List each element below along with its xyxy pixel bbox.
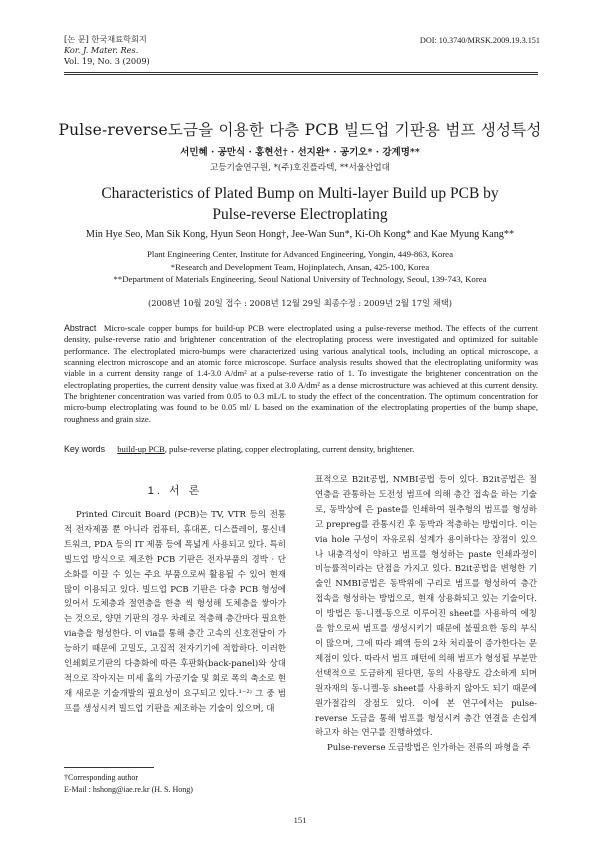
header-rule-bottom	[64, 74, 538, 75]
abstract-text: Micro-scale copper bumps for build-up PCB were electroplated using a pulse-reverse method. The effects of the current density, pulse-reverse ratio and brightener concentration of the electroplating process were investigated and optimized for suitable performance. The electroplated micro-bumps were characterized using various analytical tools, including an optical microscope, a scanning electron microscope and an atomic force microscope. Surface analysis results showed that the electroplating uniformity was viable in a current density range of 1.4-3.0 A/dm² at a pulse-reverse ratio of 1. To investigate the brightener concentration on the electroplating properties, the current density value was fixed at 3.0 A/dm² as a dense microstructure was achieved at this current density. The brightener concentration was varied from 0.05 to 0.3 mL/L to study the effect of the concentration. The optimum concentration for micro-bump electroplating was found to be 0.05 ml/ L based on the examination of the electroplating properties of the bump shape, roughness and grain size.	[64, 323, 538, 424]
title-english-line1: Characteristics of Plated Bump on Multi-layer Build up PCB by	[101, 185, 499, 202]
footnote-corresponding: †Corresponding author	[64, 773, 138, 782]
intro-paragraph-3: Pulse-reverse 도금방법은 인가하는 전류의 파형을 주	[327, 743, 531, 754]
intro-paragraph-1: Printed Circuit Board (PCB)는 TV, VTR 등의 전통적 전자제품 뿐 아니라 컴퓨터, 휴대폰, 디스플레이, 통신네트워크, PDA 등의 IT 제품 등에 폭넓게 사용되고 있다. 특히 빌드업 방식으로 제조한 PCB 기판은 전자부품의 경박 · 단소화를 이끌 수 있는 주요 부품으로써 활용될 수 있어 현재 많이 이용되고 있다. 빌드업 PCB 기판은 다층 PCB 형성에 있어서 도체층과 절연층을 한층 씩 형성해 도체층을 쌓아가는 것으로, 양면 기판의 경우 차례로 적층해 층간마다 필요한 via층을 형성한다. 이 via를 통해 층간 고속의 신호전달이 가능하기 때문에 고밀도, 고집적 전자기기에 적합하다. 이러한 인쇄회로기판의 다층화에 따른 후판화(back-panel)와 상대적으로 작아지는 미세 홀의 가공기술 및 회로 폭의 축소로 현재 새로운 기술개발의 필요성이 요구되고 있다.¹⁻²⁾ 그 중 범프를 생성시켜 빌드업 기판을 제조하는 기술이 있으며, 대	[64, 510, 286, 714]
keywords-label: Key words	[64, 444, 106, 454]
journal-name-en: Kor. J. Mater. Res.	[64, 45, 139, 55]
abstract-label: Abstract	[64, 323, 97, 333]
section-heading-introduction: 1. 서 론	[147, 485, 203, 497]
affiliations-korean: 고등기술연구원, *(주)호진플라텍, **서울산업대	[210, 163, 390, 173]
affiliation-3: **Department of Materials Engineering, Seoul National University of Technology, Seoul, 139-743, Korea	[113, 274, 487, 284]
affiliation-2: *Research and Development Team, Hojinplatech, Ansan, 425-100, Korea	[170, 261, 430, 272]
abstract	[64, 323, 538, 425]
intro-paragraph-2: 표적으로 B2it공법, NMBI공법 등이 있다. B2it공법은 절연층을 관통하는 도전성 범프에 의해 층간 접속을 하는 기술로, 동박상에 은 paste를 인쇄하여 원추형의 범프를 형성하고 prepreg를 관통시킨 후 동박과 적층하는 방법이다. 이는 via hole 구성이 자유로워 설계가 용이하다는 장점이 있으나 내충격성이 약하고 범프를 형성하는 paste 인쇄과정이 비능률적이라는 단점을 가지고 있다. B2it공법을 변형한 기술인 NMBI공법은 동박위에 구리로 범프를 형성하여 층간 접속을 형성하는 방법으로, 현재 상용화되고 있는 기술이다. 이 방법은 동-니켈-동으로 이루어진 sheet를 사용하여 에칭을 함으로써 범프를 생성시키기 때문에 불필요한 동의 부식이 많으며, 그에 따라 폐액 등의 2차 처리물이 증가한다는 문제점이 있다. 따라서 범프 패턴에 의해 범프가 형성될 부분만 선택적으로 도금하게 된다면, 동의 사용량도 감소하게 되며 원자재의 동-니켈-동 sheet를 사용하지 않아도 되기 때문에 원가절감의 장점도 있다. 이에 본 연구에서는 pulse-reverse 도금을 통해 범프를 형성시켜 층간 연결을 손쉽게 하고자 하는 연구를 진행하였다.	[315, 475, 537, 739]
journal-volume: Vol. 19, No. 3 (2009)	[64, 56, 150, 66]
keyword-build-up-pcb: build-up PCB	[117, 444, 165, 454]
title-english-line2: Pulse-reverse Electroplating	[212, 206, 388, 223]
authors-korean: 서민혜 · 공만식 · 홍현선† · 선지완* · 공기오* · 강계명**	[180, 147, 420, 158]
submission-dates: (2008년 10월 20일 접수 : 2008년 12월 29일 최종수정 : 2009년 2월 17일 채택)	[147, 298, 452, 308]
right-column	[315, 473, 537, 756]
journal-name-ko: [논 문] 한국재료학회지	[64, 34, 147, 44]
keywords	[64, 444, 538, 454]
footnote-rule	[64, 767, 154, 768]
journal-header	[64, 34, 150, 67]
title-korean: Pulse-reverse도금을 이용한 다층 PCB 빌드업 기판용 범프 생성특성	[58, 121, 542, 139]
affiliations-english	[0, 248, 600, 286]
header-rule-top	[64, 72, 538, 73]
left-column	[64, 508, 286, 717]
affiliation-1: Plant Engineering Center, Institute for Advanced Engineering, Yongin, 449-863, Korea	[146, 249, 453, 259]
doi: DOI: 10.3740/MRSK.2009.19.3.151	[419, 36, 540, 45]
page-number: 151	[293, 815, 307, 825]
title-english	[0, 183, 600, 225]
footnote-email: E-Mail : hshong@iae.re.kr (H. S. Hong)	[64, 784, 193, 794]
authors-english: Min Hye Seo, Man Sik Kong, Hyun Seon Hong†, Jee-Wan Sun*, Ki-Oh Kong* and Kae Myung Kang**	[85, 229, 515, 240]
footnote	[64, 772, 193, 795]
keywords-rest: , pulse-reverse plating, copper electroplating, current density, brightener.	[164, 444, 415, 454]
